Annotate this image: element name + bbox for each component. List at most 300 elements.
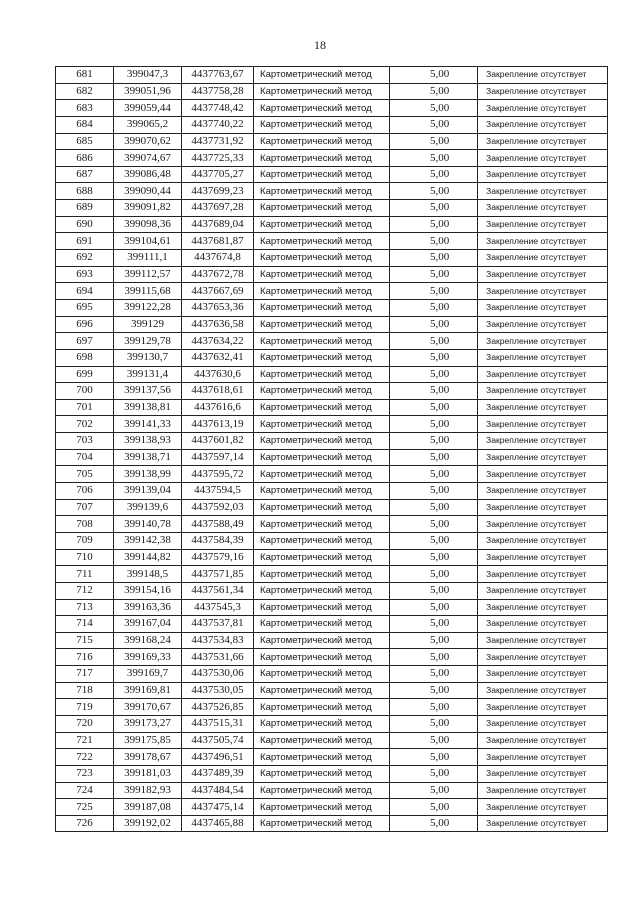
point-number-cell: 689 — [56, 200, 114, 217]
point-number-cell: 684 — [56, 116, 114, 133]
method-cell: Картометрический метод — [254, 216, 390, 233]
fixation-note-cell: Закрепление отсутствует — [478, 266, 608, 283]
table-row — [56, 116, 608, 133]
point-number-cell: 697 — [56, 333, 114, 350]
table-row — [56, 765, 608, 782]
accuracy-cell: 5,00 — [390, 67, 478, 84]
method-cell: Картометрический метод — [254, 782, 390, 799]
accuracy-cell: 5,00 — [390, 599, 478, 616]
x-coordinate-cell: 399178,67 — [114, 749, 182, 766]
point-number-cell: 698 — [56, 349, 114, 366]
accuracy-cell: 5,00 — [390, 632, 478, 649]
table-row — [56, 632, 608, 649]
point-number-cell: 721 — [56, 732, 114, 749]
point-number-cell: 702 — [56, 416, 114, 433]
x-coordinate-cell: 399130,7 — [114, 349, 182, 366]
x-coordinate-cell: 399168,24 — [114, 632, 182, 649]
y-coordinate-cell: 4437689,04 — [182, 216, 254, 233]
method-cell: Картометрический метод — [254, 266, 390, 283]
point-number-cell: 686 — [56, 150, 114, 167]
fixation-note-cell: Закрепление отсутствует — [478, 599, 608, 616]
y-coordinate-cell: 4437632,41 — [182, 349, 254, 366]
point-number-cell: 683 — [56, 100, 114, 117]
accuracy-cell: 5,00 — [390, 682, 478, 699]
accuracy-cell: 5,00 — [390, 616, 478, 633]
method-cell: Картометрический метод — [254, 699, 390, 716]
x-coordinate-cell: 399163,36 — [114, 599, 182, 616]
method-cell: Картометрический метод — [254, 765, 390, 782]
point-number-cell: 725 — [56, 799, 114, 816]
y-coordinate-cell: 4437588,49 — [182, 516, 254, 533]
table-row — [56, 666, 608, 683]
table-row — [56, 250, 608, 267]
x-coordinate-cell: 399138,99 — [114, 466, 182, 483]
method-cell: Картометрический метод — [254, 416, 390, 433]
fixation-note-cell: Закрепление отсутствует — [478, 333, 608, 350]
coordinates-table-body — [56, 67, 608, 832]
method-cell: Картометрический метод — [254, 349, 390, 366]
x-coordinate-cell: 399098,36 — [114, 216, 182, 233]
accuracy-cell: 5,00 — [390, 666, 478, 683]
y-coordinate-cell: 4437515,31 — [182, 715, 254, 732]
fixation-note-cell: Закрепление отсутствует — [478, 216, 608, 233]
accuracy-cell: 5,00 — [390, 316, 478, 333]
x-coordinate-cell: 399175,85 — [114, 732, 182, 749]
point-number-cell: 687 — [56, 166, 114, 183]
fixation-note-cell: Закрепление отсутствует — [478, 799, 608, 816]
method-cell: Картометрический метод — [254, 133, 390, 150]
x-coordinate-cell: 399142,38 — [114, 532, 182, 549]
accuracy-cell: 5,00 — [390, 283, 478, 300]
x-coordinate-cell: 399051,96 — [114, 83, 182, 100]
point-number-cell: 703 — [56, 433, 114, 450]
accuracy-cell: 5,00 — [390, 233, 478, 250]
accuracy-cell: 5,00 — [390, 416, 478, 433]
fixation-note-cell: Закрепление отсутствует — [478, 299, 608, 316]
table-row — [56, 399, 608, 416]
fixation-note-cell: Закрепление отсутствует — [478, 499, 608, 516]
accuracy-cell: 5,00 — [390, 133, 478, 150]
x-coordinate-cell: 399140,78 — [114, 516, 182, 533]
table-row — [56, 67, 608, 84]
y-coordinate-cell: 4437674,8 — [182, 250, 254, 267]
fixation-note-cell: Закрепление отсутствует — [478, 649, 608, 666]
point-number-cell: 718 — [56, 682, 114, 699]
table-row — [56, 100, 608, 117]
accuracy-cell: 5,00 — [390, 250, 478, 267]
fixation-note-cell: Закрепление отсутствует — [478, 133, 608, 150]
method-cell: Картометрический метод — [254, 299, 390, 316]
x-coordinate-cell: 399167,04 — [114, 616, 182, 633]
accuracy-cell: 5,00 — [390, 399, 478, 416]
method-cell: Картометрический метод — [254, 200, 390, 217]
accuracy-cell: 5,00 — [390, 200, 478, 217]
point-number-cell: 723 — [56, 765, 114, 782]
y-coordinate-cell: 4437758,28 — [182, 83, 254, 100]
x-coordinate-cell: 399144,82 — [114, 549, 182, 566]
y-coordinate-cell: 4437672,78 — [182, 266, 254, 283]
accuracy-cell: 5,00 — [390, 499, 478, 516]
fixation-note-cell: Закрепление отсутствует — [478, 765, 608, 782]
y-coordinate-cell: 4437489,39 — [182, 765, 254, 782]
fixation-note-cell: Закрепление отсутствует — [478, 715, 608, 732]
x-coordinate-cell: 399187,08 — [114, 799, 182, 816]
fixation-note-cell: Закрепление отсутствует — [478, 100, 608, 117]
y-coordinate-cell: 4437475,14 — [182, 799, 254, 816]
x-coordinate-cell: 399059,44 — [114, 100, 182, 117]
accuracy-cell: 5,00 — [390, 549, 478, 566]
y-coordinate-cell: 4437571,85 — [182, 566, 254, 583]
point-number-cell: 695 — [56, 299, 114, 316]
table-row — [56, 566, 608, 583]
y-coordinate-cell: 4437531,66 — [182, 649, 254, 666]
table-row — [56, 649, 608, 666]
table-row — [56, 233, 608, 250]
accuracy-cell: 5,00 — [390, 449, 478, 466]
table-row — [56, 133, 608, 150]
method-cell: Картометрический метод — [254, 166, 390, 183]
method-cell: Картометрический метод — [254, 333, 390, 350]
x-coordinate-cell: 399086,48 — [114, 166, 182, 183]
accuracy-cell: 5,00 — [390, 166, 478, 183]
fixation-note-cell: Закрепление отсутствует — [478, 83, 608, 100]
table-row — [56, 715, 608, 732]
point-number-cell: 694 — [56, 283, 114, 300]
y-coordinate-cell: 4437618,61 — [182, 383, 254, 400]
table-row — [56, 582, 608, 599]
fixation-note-cell: Закрепление отсутствует — [478, 616, 608, 633]
x-coordinate-cell: 399141,33 — [114, 416, 182, 433]
table-row — [56, 549, 608, 566]
y-coordinate-cell: 4437681,87 — [182, 233, 254, 250]
table-row — [56, 349, 608, 366]
fixation-note-cell: Закрепление отсутствует — [478, 116, 608, 133]
method-cell: Картометрический метод — [254, 749, 390, 766]
x-coordinate-cell: 399192,02 — [114, 815, 182, 832]
fixation-note-cell: Закрепление отсутствует — [478, 283, 608, 300]
y-coordinate-cell: 4437530,06 — [182, 666, 254, 683]
point-number-cell: 711 — [56, 566, 114, 583]
point-number-cell: 696 — [56, 316, 114, 333]
accuracy-cell: 5,00 — [390, 383, 478, 400]
point-number-cell: 719 — [56, 699, 114, 716]
fixation-note-cell: Закрепление отсутствует — [478, 67, 608, 84]
y-coordinate-cell: 4437537,81 — [182, 616, 254, 633]
fixation-note-cell: Закрепление отсутствует — [478, 250, 608, 267]
method-cell: Картометрический метод — [254, 250, 390, 267]
table-row — [56, 83, 608, 100]
accuracy-cell: 5,00 — [390, 649, 478, 666]
fixation-note-cell: Закрепление отсутствует — [478, 566, 608, 583]
accuracy-cell: 5,00 — [390, 299, 478, 316]
method-cell: Картометрический метод — [254, 715, 390, 732]
point-number-cell: 682 — [56, 83, 114, 100]
fixation-note-cell: Закрепление отсутствует — [478, 416, 608, 433]
accuracy-cell: 5,00 — [390, 782, 478, 799]
accuracy-cell: 5,00 — [390, 83, 478, 100]
accuracy-cell: 5,00 — [390, 100, 478, 117]
fixation-note-cell: Закрепление отсутствует — [478, 383, 608, 400]
y-coordinate-cell: 4437740,22 — [182, 116, 254, 133]
fixation-note-cell: Закрепление отсутствует — [478, 150, 608, 167]
point-number-cell: 693 — [56, 266, 114, 283]
table-row — [56, 699, 608, 716]
x-coordinate-cell: 399137,56 — [114, 383, 182, 400]
method-cell: Картометрический метод — [254, 549, 390, 566]
accuracy-cell: 5,00 — [390, 116, 478, 133]
method-cell: Картометрический метод — [254, 67, 390, 84]
x-coordinate-cell: 399131,4 — [114, 366, 182, 383]
table-row — [56, 516, 608, 533]
fixation-note-cell: Закрепление отсутствует — [478, 233, 608, 250]
x-coordinate-cell: 399148,5 — [114, 566, 182, 583]
table-row — [56, 483, 608, 500]
fixation-note-cell: Закрепление отсутствует — [478, 682, 608, 699]
method-cell: Картометрический метод — [254, 566, 390, 583]
y-coordinate-cell: 4437592,03 — [182, 499, 254, 516]
point-number-cell: 691 — [56, 233, 114, 250]
x-coordinate-cell: 399129,78 — [114, 333, 182, 350]
x-coordinate-cell: 399047,3 — [114, 67, 182, 84]
fixation-note-cell: Закрепление отсутствует — [478, 166, 608, 183]
x-coordinate-cell: 399139,6 — [114, 499, 182, 516]
y-coordinate-cell: 4437636,58 — [182, 316, 254, 333]
accuracy-cell: 5,00 — [390, 765, 478, 782]
table-row — [56, 799, 608, 816]
point-number-cell: 710 — [56, 549, 114, 566]
accuracy-cell: 5,00 — [390, 266, 478, 283]
accuracy-cell: 5,00 — [390, 349, 478, 366]
table-row — [56, 299, 608, 316]
accuracy-cell: 5,00 — [390, 466, 478, 483]
method-cell: Картометрический метод — [254, 815, 390, 832]
y-coordinate-cell: 4437505,74 — [182, 732, 254, 749]
y-coordinate-cell: 4437561,34 — [182, 582, 254, 599]
fixation-note-cell: Закрепление отсутствует — [478, 749, 608, 766]
x-coordinate-cell: 399138,71 — [114, 449, 182, 466]
point-number-cell: 704 — [56, 449, 114, 466]
table-row — [56, 466, 608, 483]
method-cell: Картометрический метод — [254, 100, 390, 117]
fixation-note-cell: Закрепление отсутствует — [478, 466, 608, 483]
y-coordinate-cell: 4437725,33 — [182, 150, 254, 167]
y-coordinate-cell: 4437597,14 — [182, 449, 254, 466]
fixation-note-cell: Закрепление отсутствует — [478, 782, 608, 799]
x-coordinate-cell: 399070,62 — [114, 133, 182, 150]
point-number-cell: 714 — [56, 616, 114, 633]
point-number-cell: 707 — [56, 499, 114, 516]
point-number-cell: 705 — [56, 466, 114, 483]
point-number-cell: 692 — [56, 250, 114, 267]
table-row — [56, 150, 608, 167]
method-cell: Картометрический метод — [254, 383, 390, 400]
y-coordinate-cell: 4437484,54 — [182, 782, 254, 799]
point-number-cell: 690 — [56, 216, 114, 233]
method-cell: Картометрический метод — [254, 732, 390, 749]
point-number-cell: 715 — [56, 632, 114, 649]
accuracy-cell: 5,00 — [390, 433, 478, 450]
fixation-note-cell: Закрепление отсутствует — [478, 732, 608, 749]
fixation-note-cell: Закрепление отсутствует — [478, 815, 608, 832]
point-number-cell: 708 — [56, 516, 114, 533]
table-row — [56, 383, 608, 400]
y-coordinate-cell: 4437584,39 — [182, 532, 254, 549]
x-coordinate-cell: 399169,7 — [114, 666, 182, 683]
y-coordinate-cell: 4437653,36 — [182, 299, 254, 316]
y-coordinate-cell: 4437705,27 — [182, 166, 254, 183]
table-row — [56, 283, 608, 300]
coordinates-table — [55, 66, 608, 832]
accuracy-cell: 5,00 — [390, 749, 478, 766]
table-row — [56, 616, 608, 633]
x-coordinate-cell: 399104,61 — [114, 233, 182, 250]
x-coordinate-cell: 399154,16 — [114, 582, 182, 599]
accuracy-cell: 5,00 — [390, 516, 478, 533]
y-coordinate-cell: 4437634,22 — [182, 333, 254, 350]
fixation-note-cell: Закрепление отсутствует — [478, 666, 608, 683]
method-cell: Картометрический метод — [254, 83, 390, 100]
accuracy-cell: 5,00 — [390, 699, 478, 716]
x-coordinate-cell: 399122,28 — [114, 299, 182, 316]
y-coordinate-cell: 4437763,67 — [182, 67, 254, 84]
y-coordinate-cell: 4437613,19 — [182, 416, 254, 433]
table-row — [56, 732, 608, 749]
x-coordinate-cell: 399169,33 — [114, 649, 182, 666]
method-cell: Картометрический метод — [254, 649, 390, 666]
method-cell: Картометрический метод — [254, 449, 390, 466]
x-coordinate-cell: 399182,93 — [114, 782, 182, 799]
table-row — [56, 333, 608, 350]
table-row — [56, 682, 608, 699]
table-row — [56, 166, 608, 183]
accuracy-cell: 5,00 — [390, 183, 478, 200]
method-cell: Картометрический метод — [254, 582, 390, 599]
table-row — [56, 815, 608, 832]
method-cell: Картометрический метод — [254, 433, 390, 450]
page-number: 18 — [314, 38, 326, 52]
method-cell: Картометрический метод — [254, 233, 390, 250]
method-cell: Картометрический метод — [254, 366, 390, 383]
y-coordinate-cell: 4437616,6 — [182, 399, 254, 416]
accuracy-cell: 5,00 — [390, 366, 478, 383]
y-coordinate-cell: 4437697,28 — [182, 200, 254, 217]
fixation-note-cell: Закрепление отсутствует — [478, 699, 608, 716]
table-row — [56, 782, 608, 799]
fixation-note-cell: Закрепление отсутствует — [478, 200, 608, 217]
accuracy-cell: 5,00 — [390, 333, 478, 350]
table-row — [56, 499, 608, 516]
fixation-note-cell: Закрепление отсутствует — [478, 349, 608, 366]
accuracy-cell: 5,00 — [390, 216, 478, 233]
point-number-cell: 726 — [56, 815, 114, 832]
method-cell: Картометрический метод — [254, 599, 390, 616]
fixation-note-cell: Закрепление отсутствует — [478, 316, 608, 333]
table-row — [56, 316, 608, 333]
fixation-note-cell: Закрепление отсутствует — [478, 399, 608, 416]
table-row — [56, 599, 608, 616]
table-row — [56, 183, 608, 200]
point-number-cell: 688 — [56, 183, 114, 200]
fixation-note-cell: Закрепление отсутствует — [478, 433, 608, 450]
y-coordinate-cell: 4437595,72 — [182, 466, 254, 483]
method-cell: Картометрический метод — [254, 116, 390, 133]
accuracy-cell: 5,00 — [390, 799, 478, 816]
fixation-note-cell: Закрепление отсутствует — [478, 582, 608, 599]
fixation-note-cell: Закрепление отсутствует — [478, 449, 608, 466]
method-cell: Картометрический метод — [254, 483, 390, 500]
accuracy-cell: 5,00 — [390, 732, 478, 749]
fixation-note-cell: Закрепление отсутствует — [478, 632, 608, 649]
point-number-cell: 709 — [56, 532, 114, 549]
accuracy-cell: 5,00 — [390, 715, 478, 732]
table-row — [56, 433, 608, 450]
accuracy-cell: 5,00 — [390, 582, 478, 599]
point-number-cell: 716 — [56, 649, 114, 666]
y-coordinate-cell: 4437667,69 — [182, 283, 254, 300]
method-cell: Картометрический метод — [254, 183, 390, 200]
x-coordinate-cell: 399170,67 — [114, 699, 182, 716]
method-cell: Картометрический метод — [254, 616, 390, 633]
y-coordinate-cell: 4437630,6 — [182, 366, 254, 383]
point-number-cell: 722 — [56, 749, 114, 766]
x-coordinate-cell: 399074,67 — [114, 150, 182, 167]
x-coordinate-cell: 399138,81 — [114, 399, 182, 416]
point-number-cell: 706 — [56, 483, 114, 500]
point-number-cell: 720 — [56, 715, 114, 732]
y-coordinate-cell: 4437545,3 — [182, 599, 254, 616]
x-coordinate-cell: 399112,57 — [114, 266, 182, 283]
fixation-note-cell: Закрепление отсутствует — [478, 532, 608, 549]
method-cell: Картометрический метод — [254, 499, 390, 516]
point-number-cell: 701 — [56, 399, 114, 416]
table-row — [56, 749, 608, 766]
point-number-cell: 681 — [56, 67, 114, 84]
y-coordinate-cell: 4437465,88 — [182, 815, 254, 832]
x-coordinate-cell: 399091,82 — [114, 200, 182, 217]
fixation-note-cell: Закрепление отсутствует — [478, 183, 608, 200]
method-cell: Картометрический метод — [254, 682, 390, 699]
x-coordinate-cell: 399065,2 — [114, 116, 182, 133]
x-coordinate-cell: 399111,1 — [114, 250, 182, 267]
method-cell: Картометрический метод — [254, 283, 390, 300]
table-row — [56, 366, 608, 383]
x-coordinate-cell: 399090,44 — [114, 183, 182, 200]
method-cell: Картометрический метод — [254, 666, 390, 683]
point-number-cell: 700 — [56, 383, 114, 400]
y-coordinate-cell: 4437601,82 — [182, 433, 254, 450]
table-row — [56, 216, 608, 233]
method-cell: Картометрический метод — [254, 150, 390, 167]
x-coordinate-cell: 399169,81 — [114, 682, 182, 699]
accuracy-cell: 5,00 — [390, 815, 478, 832]
y-coordinate-cell: 4437530,05 — [182, 682, 254, 699]
method-cell: Картометрический метод — [254, 516, 390, 533]
x-coordinate-cell: 399173,27 — [114, 715, 182, 732]
table-row — [56, 449, 608, 466]
method-cell: Картометрический метод — [254, 532, 390, 549]
y-coordinate-cell: 4437731,92 — [182, 133, 254, 150]
point-number-cell: 713 — [56, 599, 114, 616]
y-coordinate-cell: 4437526,85 — [182, 699, 254, 716]
accuracy-cell: 5,00 — [390, 483, 478, 500]
fixation-note-cell: Закрепление отсутствует — [478, 549, 608, 566]
table-row — [56, 200, 608, 217]
method-cell: Картометрический метод — [254, 316, 390, 333]
x-coordinate-cell: 399115,68 — [114, 283, 182, 300]
method-cell: Картометрический метод — [254, 799, 390, 816]
y-coordinate-cell: 4437699,23 — [182, 183, 254, 200]
accuracy-cell: 5,00 — [390, 566, 478, 583]
